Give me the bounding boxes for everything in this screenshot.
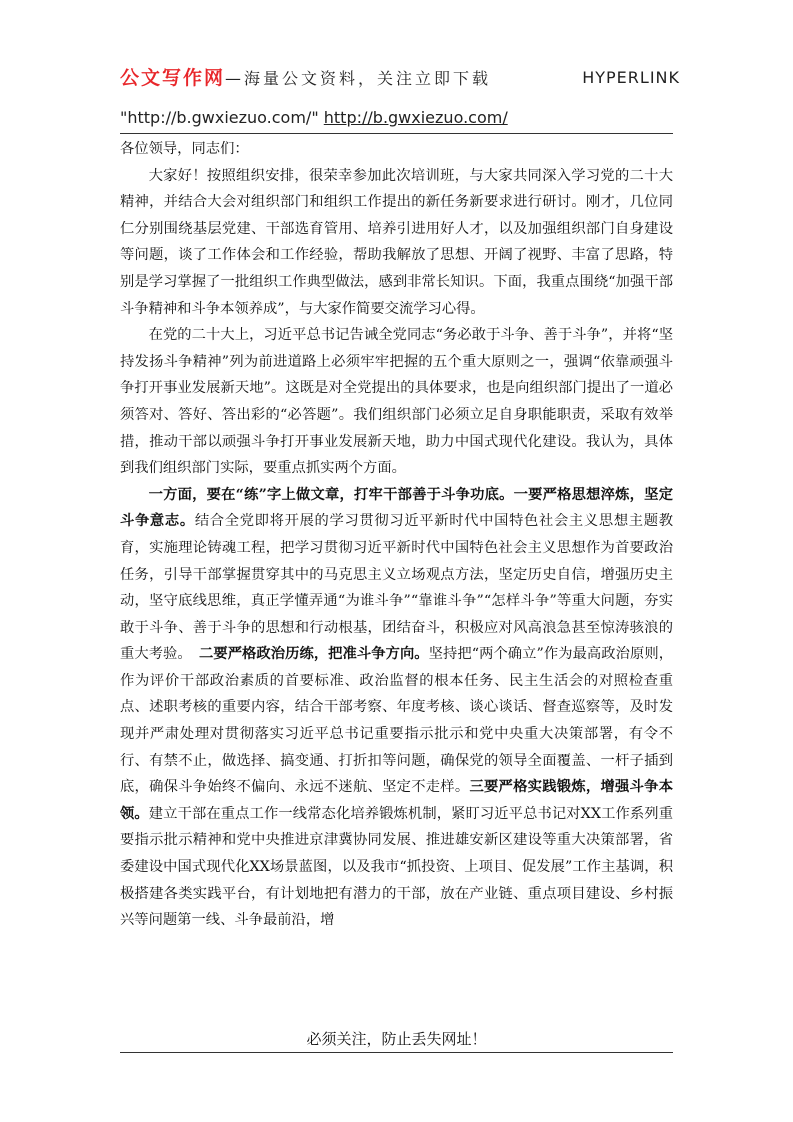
- site-link[interactable]: http://b.gwxiezuo.com/: [323, 108, 508, 127]
- brand-name[interactable]: 公文写作网: [120, 67, 226, 89]
- text-point-1: 结合全党即将开展的学习贯彻习近平新时代中国特色社会主义思想主题教育，实施理论铸魂工程，把学习贯彻习近平新时代中国特色社会主义思想作为首要政治任务，引导干部掌握贯穿其中的马克思主义立场观点方法，坚定历史自信，增强历史主动，坚守底线思维，真正学懂弄通“为谁斗争”“靠谁斗争”“怎样斗争”等重大问题，夯实敢于斗争、善于斗争的思想和行动根基，团结奋斗，积极应对风高浪急甚至惊涛骇浪的重大考验。: [120, 513, 674, 663]
- footer-notice: 必须关注，防止丢失网址！: [306, 1030, 487, 1048]
- paragraph-intro: 大家好！按照组织安排，很荣幸参加此次培训班，与大家共同深入学习党的二十大精神，并结合大会对组织部门和组织工作提出的新任务新要求进行研讨。刚才，几位同仁分别围绕基层党建、干部选育管用、培养引进用好人才，以及加强组织部门自身建设等问题，谈了工作体会和工作经验，帮助我解放了思想、开阔了视野、丰富了思路，特别是学习掌握了一批组织工作典型做法，感到非常长知识。下面，我重点围绕“加强干部斗争精神和斗争本领养成”，与大家作简要交流学习心得。: [120, 167, 673, 317]
- document-body: [120, 136, 673, 934]
- text-point-2: 坚持把“两个确立”作为最高政治原则，作为评价干部政治素质的首要标准、政治监督的根本任务、民主生活会的对照检查重点、述职考核的重要内容，结合干部考察、年度考核、谈心谈话、督查巡察等，及时发现并严肃处理对贯彻落实习近平总书记重要指示批示和党中央重大决策部署，有令不行、有禁不止，做选择、搞变通、打折扣等问题，确保党的领导全面覆盖、一杆子插到底，确保斗争始终不偏向、永远不迷航、坚定不走样。: [120, 646, 673, 796]
- greeting: 各位领导，同志们：: [120, 141, 249, 157]
- heading-point-2: 二要严格政治历练，把准斗争方向。: [198, 646, 429, 663]
- url-line: [120, 106, 508, 130]
- header-slogan: —海量公文资料，关注立即下载: [225, 69, 492, 88]
- paragraph-measures: [120, 482, 673, 934]
- hyperlink-label: HYPERLINK: [582, 68, 680, 87]
- paragraph-context: 在党的二十大上，习近平总书记告诫全党同志“务必敢于斗争、善于斗争”，并将“坚持发扬斗争精神”列为前进道路上必须牢牢把握的五个重大原则之一，强调“依靠顽强斗争打开事业发展新天地”。这既是对全党提出的具体要求，也是向组织部门提出了一道必须答对、答好、答出彩的“必答题”。我们组织部门必须立足自身职能职责，采取有效举措，推动干部以顽强斗争打开事业发展新天地，助力中国式现代化建设。我认为，具体到我们组织部门实际，要重点抓实两个方面。: [120, 327, 673, 477]
- footer-divider: [120, 1052, 673, 1053]
- text-point-3: 建立干部在重点工作一线常态化培养锻炼机制，紧盯习近平总书记对XX工作系列重要指示批示精神和党中央推进京津冀协同发展、推进雄安新区建设等重大决策部署，省委建设中国式现代化XX场景蓝图，以及我市“抓投资、上项目、促发展”工作主基调，积极搭建各类实践平台，有计划地把有潜力的干部，放在产业链、重点项目建设、乡村振兴等问题第一线、斗争最前沿，增: [120, 805, 673, 929]
- heading-point-1: 一方面，要在“练”字上做文章，打牢干部善于斗争功底。一要严格思想淬炼，坚定斗争意志。: [120, 486, 673, 530]
- heading-point-3: 三要严格实践锻炼，增强斗争本领。: [120, 779, 674, 822]
- header-line: [120, 66, 680, 91]
- header-divider: [120, 133, 673, 134]
- hyperlink-target: "http://b.gwxiezuo.com/": [120, 108, 319, 127]
